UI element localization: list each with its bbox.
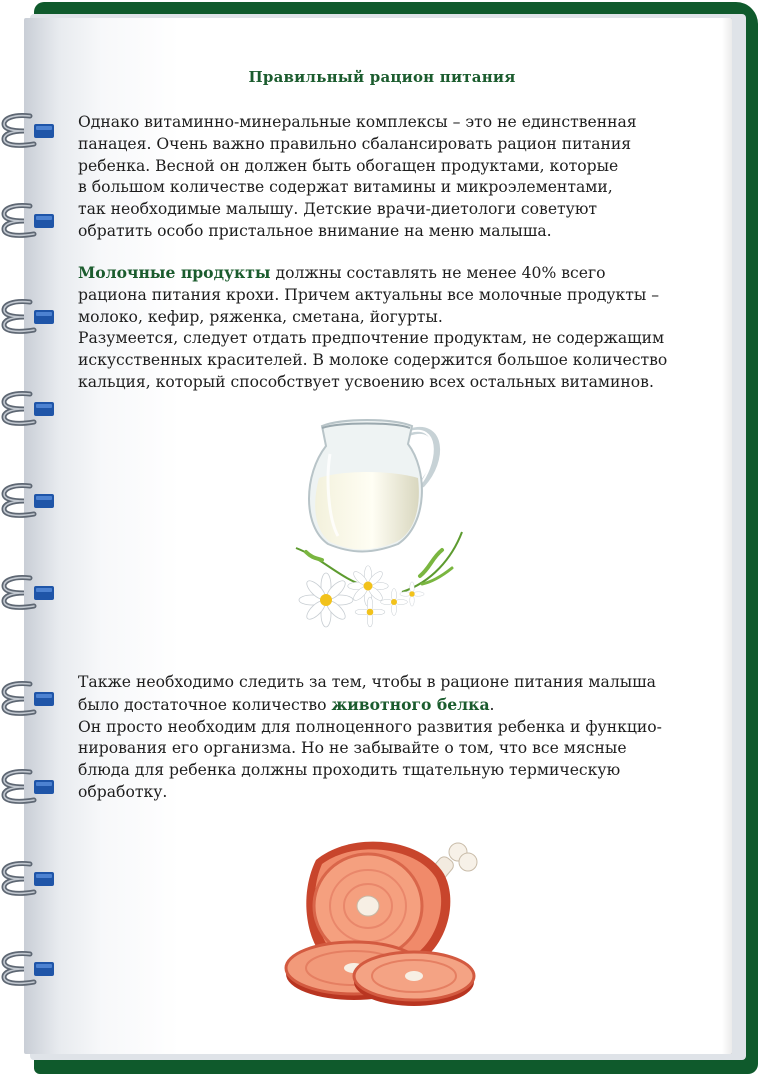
- text-line: обратить особо пристальное внимание на меню малыша.: [78, 221, 552, 240]
- spiral-ring-icon: [0, 572, 62, 612]
- text-fragment: .: [489, 695, 495, 714]
- text-line: [78, 262, 730, 285]
- ham-slices-icon: [282, 830, 482, 1010]
- text-fragment: должны составлять не менее 40% всего: [270, 264, 606, 282]
- spiral-ring-icon: [0, 200, 62, 240]
- spiral-ring-icon: [0, 948, 62, 988]
- text-line: Он просто необходим для полноценного развития ребенка и функцио-: [78, 717, 662, 736]
- text-line: обработку.: [78, 782, 168, 801]
- spiral-ring-icon: [0, 858, 62, 898]
- text-line: нирования его организма. Но не забывайте о том, что все мясные: [78, 739, 627, 758]
- spiral-ring-icon: [0, 388, 62, 428]
- spiral-ring-icon: [0, 480, 62, 520]
- spiral-ring-icon: [0, 766, 62, 806]
- milk-jug-with-daisies-icon: [282, 408, 482, 636]
- spiral-ring-icon: [0, 296, 62, 336]
- text-line: ребенка. Весной он должен быть обогащен продуктами, которые: [78, 156, 619, 175]
- text-line: блюда для ребенка должны проходить тщательную термическую: [78, 761, 621, 780]
- text-line: Также необходимо следить за тем, чтобы в рационе питания малыша: [78, 673, 656, 691]
- text-line: кальция, который способствует усвоению всех остальных витаминов.: [78, 372, 654, 391]
- text-line: рациона питания крохи. Причем актуальны все молочные продукты –: [78, 285, 660, 304]
- text-line: искусственных красителей. В молоке содержится большое количество: [78, 351, 668, 370]
- protein-paragraph: [78, 672, 730, 804]
- text-line: молоко, кефир, ряженка, сметана, йогурты.: [78, 307, 443, 326]
- text-line: [78, 694, 730, 717]
- intro-paragraph: [78, 112, 730, 243]
- text-line: Разумеется, следует отдать предпочтение продуктам, не содержащим: [78, 329, 665, 348]
- dairy-paragraph: [78, 262, 730, 394]
- dairy-highlight: Молочные продукты: [78, 263, 271, 282]
- spiral-ring-icon: [0, 110, 62, 150]
- text-line: панацея. Очень важно правильно сбалансировать рацион питания: [78, 134, 632, 153]
- text-line: Однако витаминно-минеральные комплексы – это не единственная: [78, 113, 637, 131]
- text-fragment: было достаточное количество: [78, 695, 332, 714]
- text-line: в большом количестве содержат витамины и микроэлементами,: [78, 178, 613, 197]
- page-title: Правильный рацион питания: [248, 68, 516, 86]
- spiral-ring-icon: [0, 678, 62, 718]
- protein-highlight: животного белка: [331, 694, 490, 714]
- text-line: так необходимые малышу. Детские врачи-диетологи советуют: [78, 200, 598, 219]
